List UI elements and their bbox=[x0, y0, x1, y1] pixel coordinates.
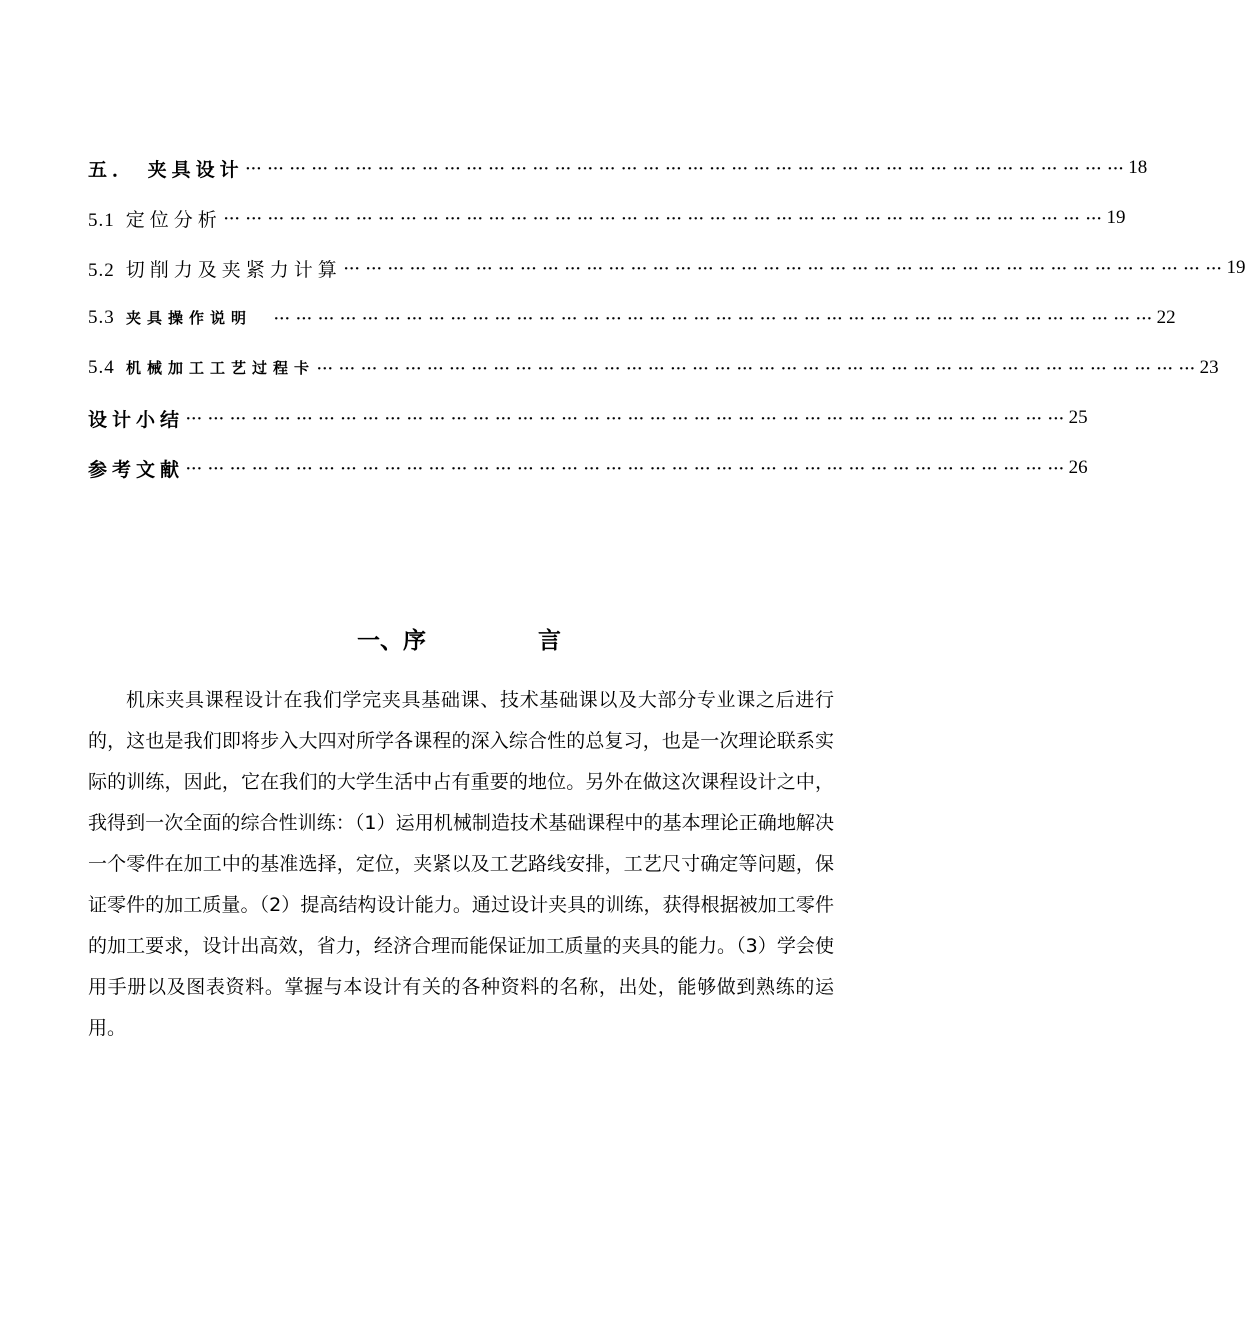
toc-page-number: 23 bbox=[1199, 357, 1219, 378]
toc-entry-references[interactable] bbox=[88, 443, 1088, 493]
toc-entry-5-1[interactable] bbox=[88, 193, 1126, 243]
toc-entry-number: 5.3 bbox=[88, 307, 115, 328]
toc-entry-number: 5.4 bbox=[88, 357, 115, 378]
toc-entry-title bbox=[88, 205, 222, 232]
toc-dot-leader: ··· ··· ··· ··· ··· ··· ··· ··· ··· ··· ··· ··· ··· ··· ··· ··· ··· ··· ··· ··· ··· ··· ··· ··· ··· ··· ··· ··· ··· ··· ··· ··· ··· ··· ··· ··· ··· ··· ··· ··· bbox=[186, 461, 1065, 477]
table-of-contents bbox=[88, 143, 1245, 493]
toc-entry-text: 定位分析 bbox=[125, 208, 222, 231]
toc-dot-leader: ··· ··· ··· ··· ··· ··· ··· ··· ··· ··· ··· ··· ··· ··· ··· ··· ··· ··· ··· ··· ··· ··· ··· ··· ··· ··· ··· ··· ··· ··· ··· ··· ··· ··· ··· ··· ··· ··· ··· ··· bbox=[245, 161, 1125, 177]
toc-entry-5-4[interactable] bbox=[88, 343, 1219, 393]
toc-entry-chapter-5[interactable] bbox=[88, 143, 1148, 193]
toc-entry-5-2[interactable] bbox=[88, 243, 1245, 293]
section-heading-left: 一、序 bbox=[357, 628, 426, 654]
toc-entry-5-3[interactable] bbox=[88, 293, 1176, 343]
toc-entry-title bbox=[88, 255, 342, 282]
toc-page-number: 22 bbox=[1156, 307, 1176, 328]
toc-page-number: 18 bbox=[1128, 157, 1148, 178]
toc-entry-title: 五． 夹具设计 bbox=[88, 158, 244, 181]
toc-page-number: 25 bbox=[1068, 407, 1088, 428]
toc-entry-text: 夹具操作说明 bbox=[125, 309, 252, 327]
section-heading-right: 言 bbox=[538, 628, 561, 654]
preface-paragraph: 机床夹具课程设计在我们学完夹具基础课、技术基础课以及大部分专业课之后进行的，这也是我们即将步入大四对所学各课程的深入综合性的总复习，也是一次理论联系实际的训练，因此，它在我们的大学生活中占有重要的地位。另外在做这次课程设计之中，我得到一次全面的综合性训练：（1）运用机械制造技术基础课程中的基本理论正确地解决一个零件在加工中的基准选择，定位，夹紧以及工艺路线安排，工艺尺寸确定等问题，保证零件的加工质量。（2）提高结构设计能力。通过设计夹具的训练，获得根据被加工零件的加工要求，设计出高效，省力，经济合理而能保证加工质量的夹具的能力。（3）学会使用手册以及图表资料。掌握与本设计有关的各种资料的名称，出处，能够做到熟练的运用。 bbox=[88, 689, 834, 1039]
preface-body bbox=[88, 680, 834, 1049]
toc-dot-leader: ··· ··· ··· ··· ··· ··· ··· ··· ··· ··· ··· ··· ··· ··· ··· ··· ··· ··· ··· ··· ··· ··· ··· ··· ··· ··· ··· ··· ··· ··· ··· ··· ··· ··· ··· ··· ··· ··· ··· ··· bbox=[317, 361, 1196, 377]
toc-page-number: 19 bbox=[1106, 207, 1126, 228]
section-heading-preface bbox=[0, 622, 950, 656]
toc-entry-title: 设计小结 bbox=[88, 408, 185, 431]
toc-dot-leader: ··· ··· ··· ··· ··· ··· ··· ··· ··· ··· ··· ··· ··· ··· ··· ··· ··· ··· ··· ··· ··· ··· ··· ··· ··· ··· ··· ··· ··· ··· ··· ··· ··· ··· ··· ··· ··· ··· ··· ··· bbox=[223, 211, 1103, 227]
toc-entry-number: 5.1 bbox=[88, 209, 115, 231]
toc-entry-title bbox=[88, 307, 252, 329]
toc-entry-title: 参考文献 bbox=[88, 458, 185, 481]
toc-entry-text: 切削力及夹紧力计算 bbox=[125, 258, 342, 281]
toc-entry-text: 机械加工工艺过程卡 bbox=[125, 359, 315, 377]
toc-page-number: 19 bbox=[1226, 257, 1245, 278]
toc-dot-leader: ··· ··· ··· ··· ··· ··· ··· ··· ··· ··· ··· ··· ··· ··· ··· ··· ··· ··· ··· ··· ··· ··· ··· ··· ··· ··· ··· ··· ··· ··· ··· ··· ··· ··· ··· ··· ··· ··· ··· ··· bbox=[274, 311, 1153, 327]
toc-dot-leader: ··· ··· ··· ··· ··· ··· ··· ··· ··· ··· ··· ··· ··· ··· ··· ··· ··· ··· ··· ··· ··· ··· ··· ··· ··· ··· ··· ··· ··· ··· ··· ··· ··· ··· ··· ··· ··· ··· ··· ··· bbox=[343, 261, 1223, 277]
toc-page-number: 26 bbox=[1068, 457, 1088, 478]
toc-entry-title bbox=[88, 357, 315, 379]
toc-entry-number: 5.2 bbox=[88, 259, 115, 281]
toc-entry-summary[interactable] bbox=[88, 393, 1088, 443]
toc-dot-leader: ··· ··· ··· ··· ··· ··· ··· ··· ··· ··· ··· ··· ··· ··· ··· ··· ··· ··· ··· ··· ··· ··· ··· ··· ··· ··· ··· ··· ··· ··· ··· ··· ··· ··· ··· ··· ··· ··· ··· ··· bbox=[186, 411, 1065, 427]
